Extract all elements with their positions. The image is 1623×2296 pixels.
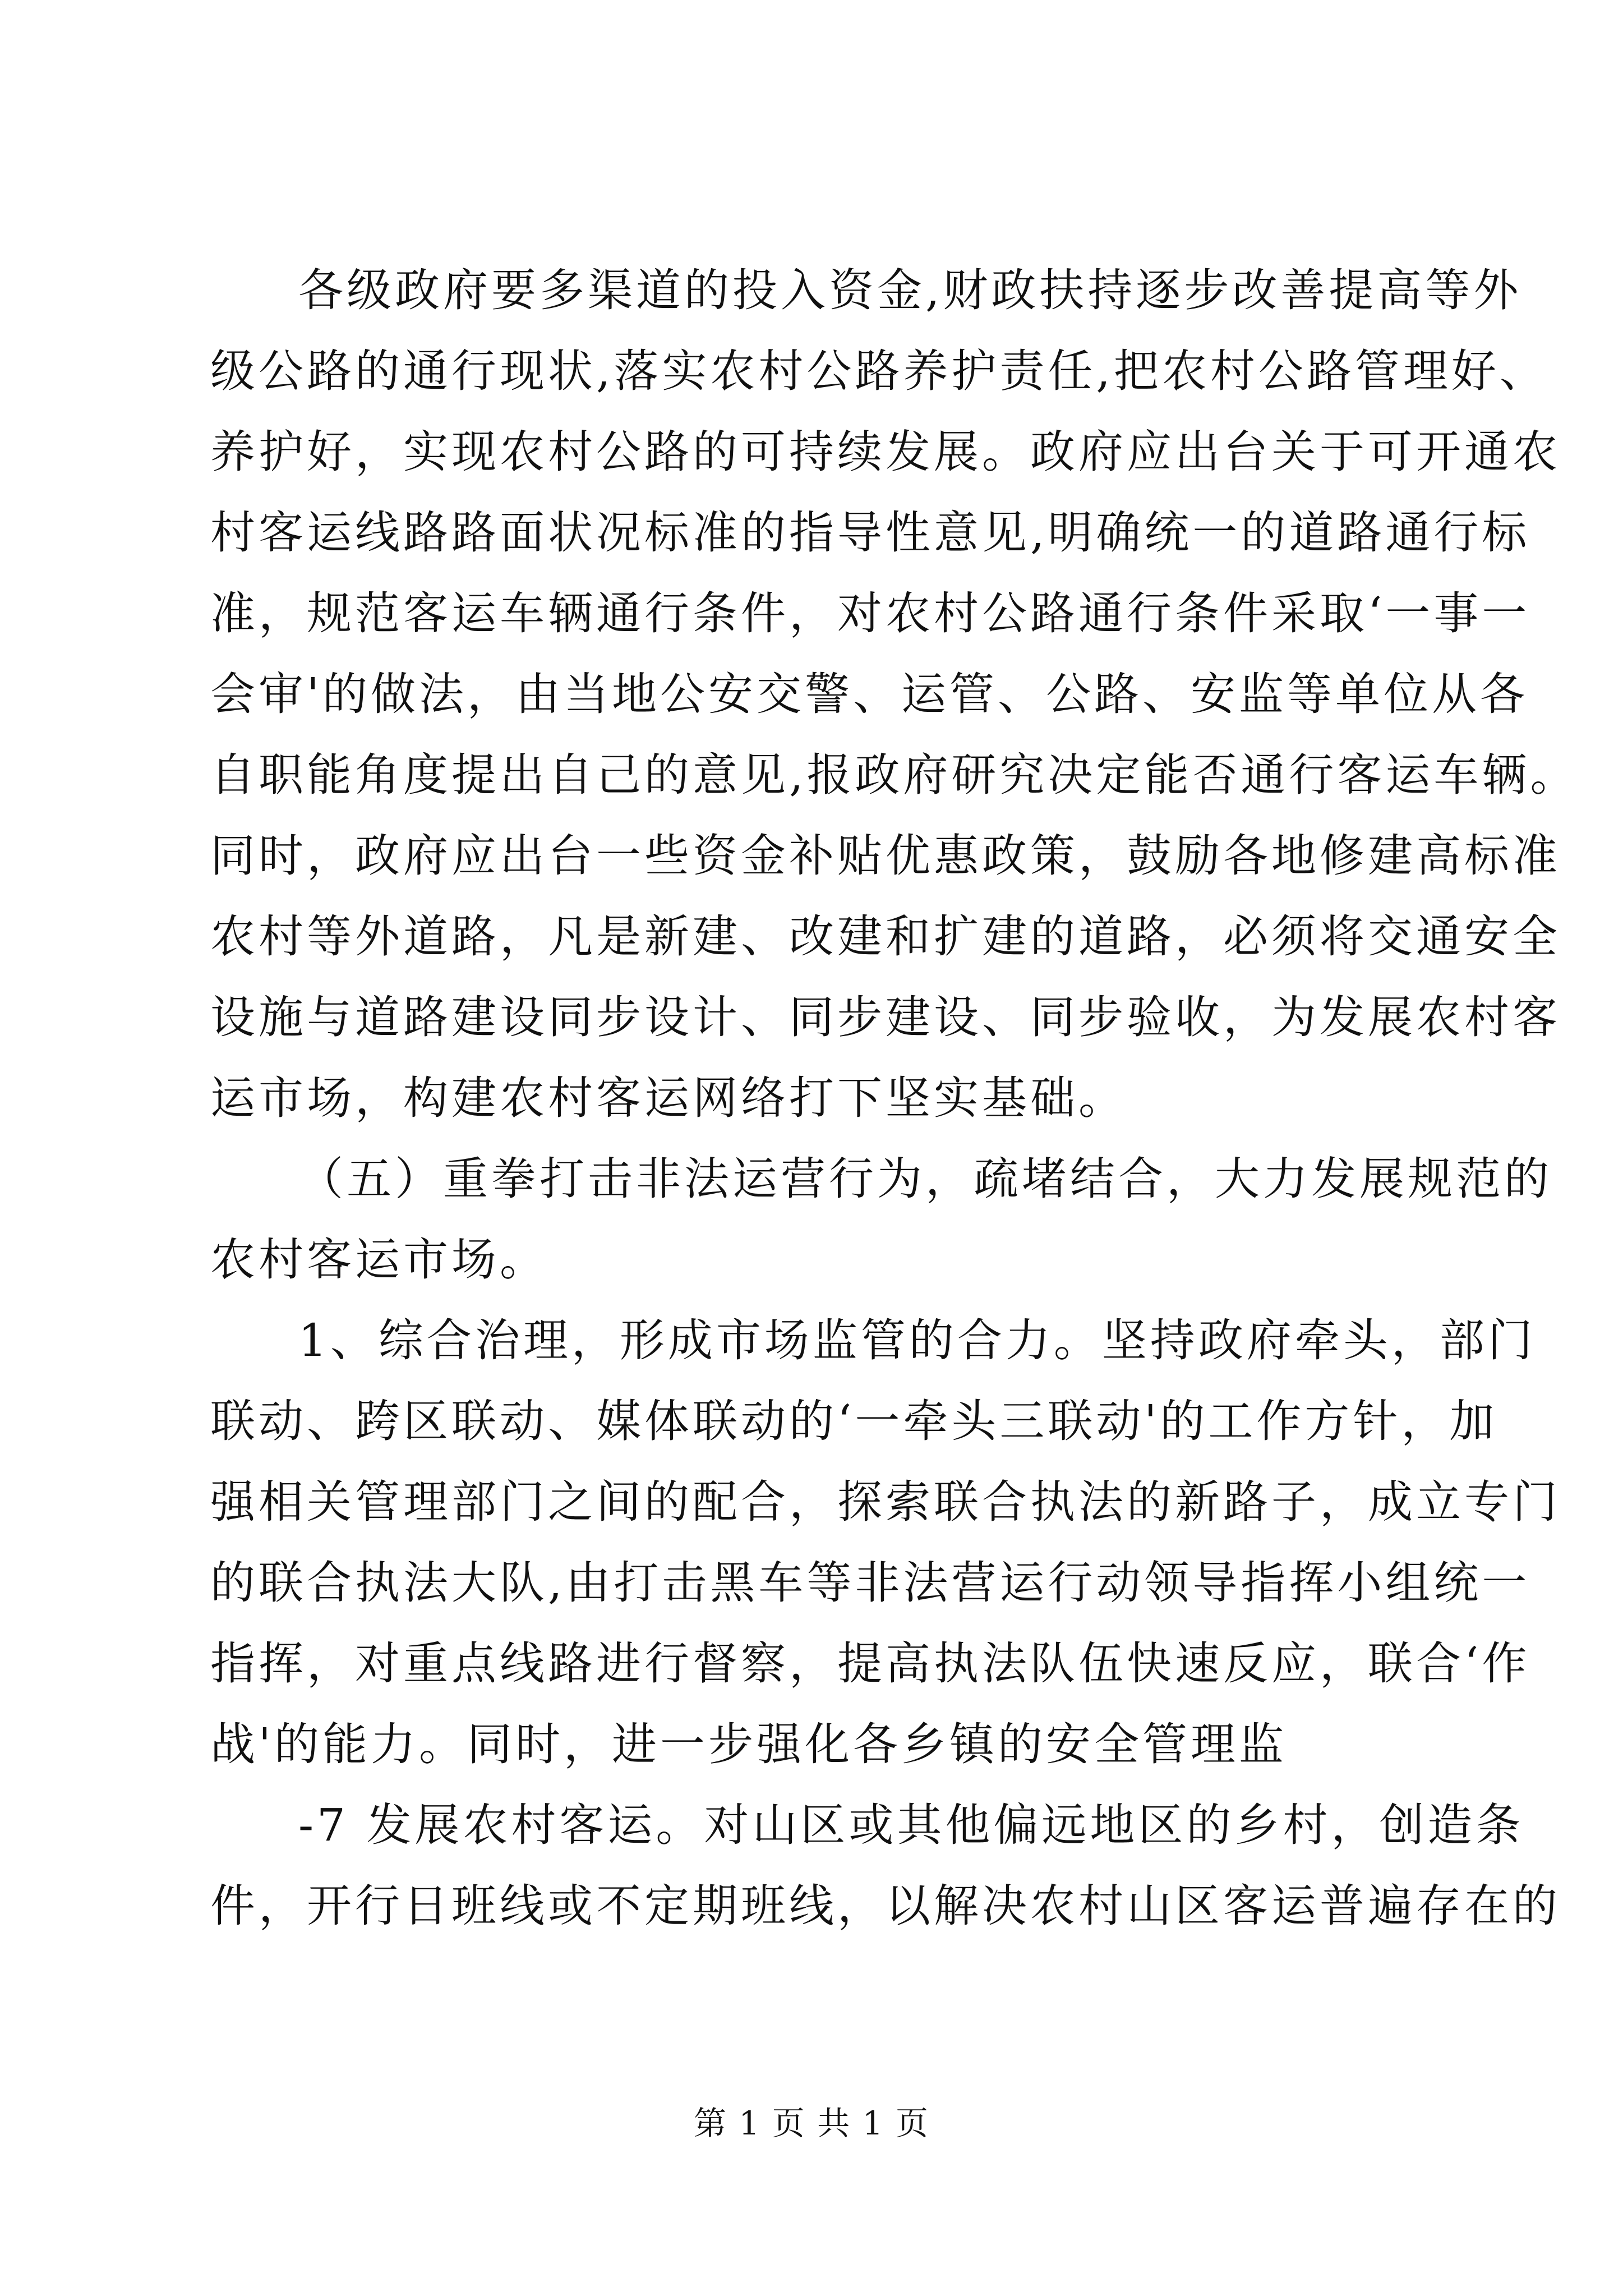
section-heading-line: 农村客运市场。	[210, 1234, 548, 1286]
section-heading-line: （五）重拳打击非法运营行为，疏堵结合，大力发展规范的	[298, 1153, 1552, 1205]
body-line: 农村等外道路，凡是新建、改建和扩建的道路，必须将交通安全	[210, 910, 1561, 963]
body-line: 会审'的做法，由当地公安交警、运管、公路、安监等单位从各	[210, 668, 1528, 720]
body-line: 自职能角度提出自己的意见,报政府研究决定能否通行客运车辆。	[210, 749, 1579, 801]
page-footer: 第 1 页 共 1 页	[694, 2104, 929, 2142]
body-line: 1、综合治理，形成市场监管的合力。坚持政府牵头，部门	[298, 1314, 1536, 1366]
body-line: 同时，政府应出台一些资金补贴优惠政策，鼓励各地修建高标准	[210, 830, 1561, 882]
body-line: 准，规范客运车辆通行条件，对农村公路通行条件采取‘一事一	[210, 587, 1530, 639]
body-line: 各级政府要多渠道的投入资金,财政扶持逐步改善提高等外	[298, 264, 1522, 316]
body-line: 级公路的通行现状,落实农村公路养护责任,把农村公路管理好、	[210, 345, 1548, 397]
body-line: 养护好，实现农村公路的可持续发展。政府应出台关于可开通农	[210, 426, 1561, 478]
body-line: -7 发展农村客运。对山区或其他偏远地区的乡村，创造条	[298, 1799, 1524, 1851]
body-line: 设施与道路建设同步设计、同步建设、同步验收，为发展农村客	[210, 991, 1561, 1043]
body-line: 指挥，对重点线路进行督察，提高执法队伍快速反应，联合‘作	[210, 1637, 1530, 1690]
body-line: 运市场，构建农村客运网络打下坚实基础。	[210, 1072, 1127, 1124]
body-line: 件，开行日班线或不定期班线，以解决农村山区客运普遍存在的	[210, 1880, 1561, 1932]
body-line: 联动、跨区联动、媒体联动的‘一牵头三联动'的工作方针，加	[210, 1395, 1498, 1447]
body-line: 强相关管理部门之间的配合，探索联合执法的新路子，成立专门	[210, 1476, 1561, 1528]
body-line: 战'的能力。同时，进一步强化各乡镇的安全管理监	[210, 1718, 1287, 1770]
body-line: 的联合执法大队,由打击黑车等非法营运行动领导指挥小组统一	[210, 1557, 1530, 1609]
body-line: 村客运线路路面状况标准的指导性意见,明确统一的道路通行标	[210, 507, 1530, 559]
